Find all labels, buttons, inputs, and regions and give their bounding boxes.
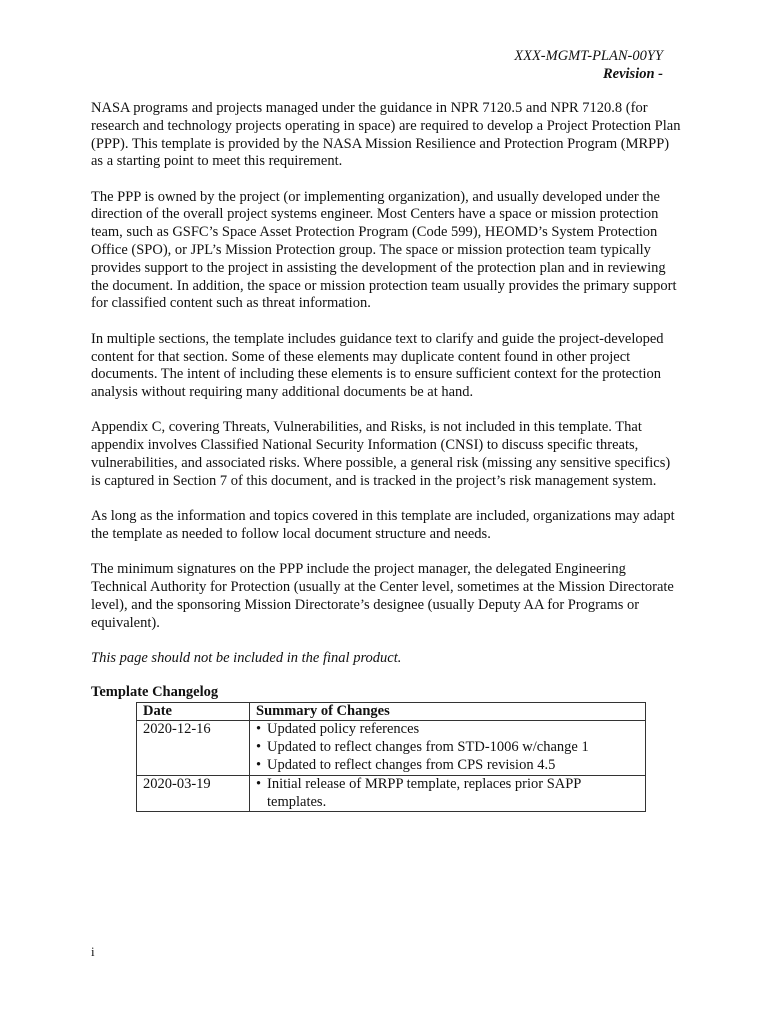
appendix-c-paragraph: Appendix C, covering Threats, Vulnerabilities, and Risks, is not included in this template. That appendix involves Classified National Security Information (CNSI) to discuss specific threats, vulnerabilities, and associated risks. Where possible, a general risk (missing any sensitive specifics) is captured in Section 7 of this document, and is tracked in the project’s risk management system. — [91, 419, 671, 489]
list-item: • Updated to reflect changes from CPS revision 4.5 — [256, 757, 639, 775]
intro-paragraph: NASA programs and projects managed under the guidance in NPR 7120.5 and NPR 7120.8 (for research and technology projects operating in space) are required to develop a Project Protection Plan (PPP). This template is provided by the NASA Mission Resilience and Protection Program (MRPP) as a starting point to meet this requirement. — [91, 100, 681, 170]
changelog-header-row — [137, 702, 646, 721]
revision-label: Revision - — [602, 66, 663, 82]
document-body — [91, 100, 681, 812]
change-list — [256, 721, 639, 774]
page-number: i — [91, 944, 95, 959]
document-id: XXX-MGMT-PLAN-00YY — [514, 48, 663, 64]
guidance-paragraph: In multiple sections, the template includes guidance text to clarify and guide the project-developed content for that section. Some of these elements may duplicate content found in other project documents. The intent of including these elements is to ensure sufficient context for the protection analysis without requiring many additional documents be at hand. — [91, 330, 664, 401]
change-list — [256, 776, 639, 812]
summary-column-header: Summary of Changes — [250, 702, 646, 721]
row-date: 2020-12-16 — [137, 721, 250, 775]
ownership-paragraph: The PPP is owned by the project (or implementing organization), and usually developed under the direction of the overall project systems engineer. Most Centers have a space or mission protection team, such as GSFC’s Space Asset Protection Program (Code 599), HEOMD’s System Protection Office (SPO), or JPL’s Mission Protection group. The space or mission protection team typically provides support to the project in assisting the development of the protection plan and in reviewing the document. In addition, the space or mission protection team usually provides the primary support for classified content such as threat information. — [91, 188, 677, 312]
exclusion-note: This page should not be included in the final product. — [91, 649, 402, 666]
page-header — [514, 47, 663, 83]
list-item: • Updated to reflect changes from STD-1006 w/change 1 — [256, 739, 639, 757]
adaptation-paragraph: As long as the information and topics covered in this template are included, organizations may adapt the template as needed to follow local document structure and needs. — [91, 508, 675, 542]
changelog-table — [136, 702, 646, 813]
table-row — [137, 775, 646, 812]
list-item: • Initial release of MRPP template, replaces prior SAPP templates. — [256, 776, 639, 812]
list-item: • Updated policy references — [256, 721, 639, 739]
table-row — [137, 721, 646, 775]
signatures-paragraph: The minimum signatures on the PPP include the project manager, the delegated Engineering Technical Authority for Protection (usually at the Center level, sometimes at the Mission Directorate level), and the sponsoring Mission Directorate’s designee (usually Deputy AA for Programs or equivalent). — [91, 561, 674, 631]
changelog-title: Template Changelog — [91, 683, 219, 700]
row-summary — [250, 721, 646, 775]
date-column-header: Date — [137, 702, 250, 721]
row-date: 2020-03-19 — [137, 775, 250, 812]
row-summary — [250, 775, 646, 812]
